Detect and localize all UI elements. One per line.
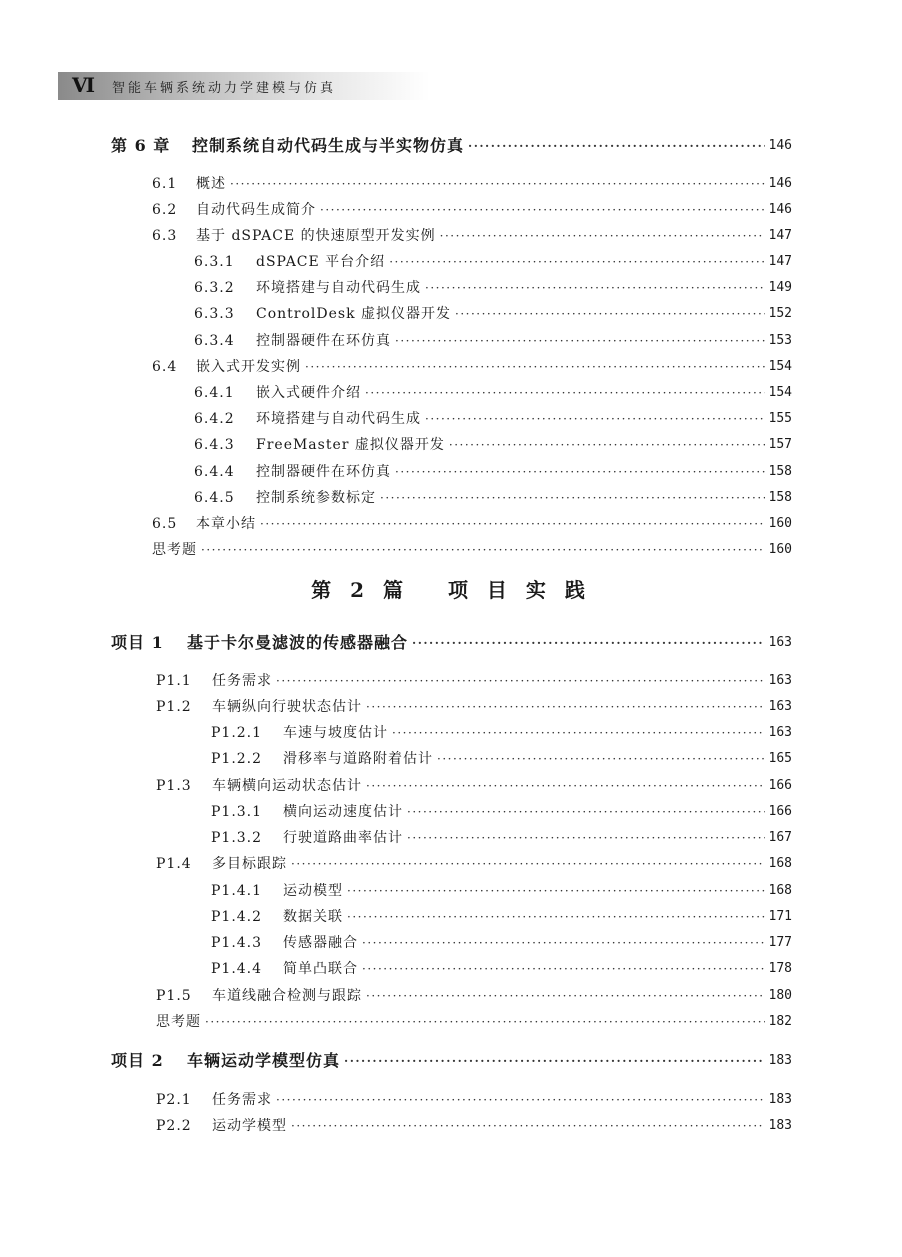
toc-page-number: 180	[768, 988, 792, 1003]
toc-page-number: 147	[768, 228, 792, 243]
toc-entry-title: dSPACE 平台介绍	[256, 254, 386, 270]
toc-page-number: 163	[768, 673, 792, 688]
toc-leader-dots	[425, 408, 765, 430]
toc-chapter-entry[interactable]	[111, 1050, 792, 1072]
toc-entry-number: 6.2	[152, 202, 178, 218]
toc-page-number: 146	[768, 202, 792, 217]
toc-page-number: 183	[768, 1118, 792, 1133]
toc-section-entry[interactable]	[152, 199, 792, 221]
toc-entry-title: 简单凸联合	[283, 961, 358, 977]
toc-leader-dots	[305, 356, 765, 378]
toc-page-number: 163	[768, 635, 792, 650]
toc-entry-title: 任务需求	[212, 673, 272, 689]
toc-page-number: 155	[768, 411, 792, 426]
toc-page-number: 158	[768, 490, 792, 505]
toc-section-entry[interactable]	[152, 225, 792, 247]
toc-chapter-entry[interactable]	[111, 632, 792, 654]
toc-entry-title: 基于 dSPACE 的快速原型开发实例	[196, 228, 436, 244]
toc-leader-dots	[366, 775, 765, 797]
toc-subsection-entry[interactable]	[194, 277, 792, 299]
toc-entry-title: 数据关联	[283, 909, 343, 925]
toc-entry-number: P2.1	[156, 1092, 192, 1108]
toc-section-entry[interactable]	[156, 696, 792, 718]
book-title: 智能车辆系统动力学建模与仿真	[112, 81, 337, 96]
toc-leader-dots	[407, 827, 765, 849]
toc-entry-title: 思考题	[156, 1014, 201, 1030]
toc-entry-number: 第 6 章	[111, 136, 171, 155]
toc-entry-number: P1.3.1	[211, 804, 263, 820]
toc-leader-dots	[380, 487, 765, 509]
toc-entry-number: 6.3.3	[194, 306, 235, 322]
toc-leader-dots	[276, 670, 765, 692]
toc-subsection-entry[interactable]	[211, 722, 792, 744]
toc-entry-title: 多目标跟踪	[212, 856, 287, 872]
toc-entry-number: 6.4.4	[194, 464, 235, 480]
toc-page-number: 167	[768, 830, 792, 845]
toc-leader-dots	[205, 1011, 765, 1033]
toc-entry-number: 项目 2	[111, 1051, 164, 1070]
toc-entry-title: 车速与坡度估计	[283, 725, 388, 741]
toc-page-number: 183	[768, 1053, 792, 1068]
toc-subsection-entry[interactable]	[194, 330, 792, 352]
toc-entry-number: P2.2	[156, 1118, 192, 1134]
toc-leader-dots	[260, 513, 765, 535]
toc-leader-dots	[276, 1089, 765, 1111]
toc-entry-title: 嵌入式开发实例	[196, 359, 301, 375]
toc-entry-number: P1.3.2	[211, 830, 263, 846]
toc-entry-number: 6.4.2	[194, 411, 235, 427]
toc-entry-title: 控制系统参数标定	[256, 490, 376, 506]
toc-leader-dots	[392, 722, 765, 744]
toc-leader-dots	[395, 461, 765, 483]
toc-entry-title: 嵌入式硬件介绍	[256, 385, 361, 401]
toc-leader-dots	[455, 303, 765, 325]
toc-entry-title: 控制器硬件在环仿真	[256, 464, 391, 480]
toc-page-number: 163	[768, 699, 792, 714]
toc-subsection-entry[interactable]	[211, 748, 792, 770]
toc-entry-number: 6.3	[152, 228, 178, 244]
toc-entry-title: 基于卡尔曼滤波的传感器融合	[187, 633, 409, 652]
toc-entry-number: P1.4	[156, 856, 192, 872]
toc-entry-number: P1.2.2	[211, 751, 263, 767]
toc-page-number: 154	[768, 359, 792, 374]
toc-entry-number: P1.1	[156, 673, 192, 689]
toc-section-entry[interactable]	[152, 513, 792, 535]
toc-entry-number: 6.5	[152, 516, 178, 532]
toc-page-number: 178	[768, 961, 792, 976]
toc-entry-number: P1.4.3	[211, 935, 263, 951]
toc-leader-dots	[440, 225, 765, 247]
toc-subsection-entry[interactable]	[211, 801, 792, 823]
toc-page-number: 166	[768, 778, 792, 793]
toc-entry-title: 车辆纵向行驶状态估计	[212, 699, 362, 715]
toc-subsection-entry[interactable]	[194, 382, 792, 404]
toc-entry-title: 横向运动速度估计	[283, 804, 403, 820]
toc-entry-title: 环境搭建与自动代码生成	[256, 411, 421, 427]
toc-section-entry[interactable]	[156, 985, 792, 1007]
toc-entry-number: 6.3.1	[194, 254, 235, 270]
toc-entry-title: 控制系统自动代码生成与半实物仿真	[192, 136, 465, 155]
toc-leader-dots	[347, 880, 765, 902]
toc-entry-number: 项目 1	[111, 633, 164, 652]
toc-entry-number: 6.4	[152, 359, 178, 375]
toc-subsection-entry[interactable]	[194, 251, 792, 273]
toc-leader-dots	[201, 539, 765, 561]
toc-entry-title: 运动模型	[283, 883, 343, 899]
toc-subsection-entry[interactable]	[194, 408, 792, 430]
toc-entry-title: 任务需求	[212, 1092, 272, 1108]
toc-section-entry[interactable]	[152, 356, 792, 378]
toc-entry-number: 6.4.5	[194, 490, 235, 506]
toc-leader-dots	[320, 199, 765, 221]
toc-section-entry[interactable]	[152, 539, 792, 561]
toc-entry-title: 传感器融合	[283, 935, 358, 951]
toc-subsection-entry[interactable]	[211, 932, 792, 954]
toc-entry-title: 概述	[196, 176, 226, 192]
toc-section-entry[interactable]	[156, 670, 792, 692]
toc-leader-dots	[366, 985, 765, 1007]
toc-subsection-entry[interactable]	[211, 880, 792, 902]
toc-entry-number: P1.4.4	[211, 961, 263, 977]
toc-leader-dots	[362, 958, 765, 980]
toc-entry-title: 本章小结	[196, 516, 256, 532]
toc-leader-dots	[412, 632, 765, 654]
toc-leader-dots	[230, 173, 765, 195]
toc-entry-number: 6.4.1	[194, 385, 235, 401]
toc-entry-title: FreeMaster 虚拟仪器开发	[256, 437, 445, 453]
toc-leader-dots	[344, 1050, 765, 1072]
toc-entry-title: 运动学模型	[212, 1118, 287, 1134]
toc-entry-number: P1.3	[156, 778, 192, 794]
toc-section-entry[interactable]	[156, 775, 792, 797]
toc-subsection-entry[interactable]	[194, 303, 792, 325]
toc-page-number: 171	[768, 909, 792, 924]
toc-leader-dots	[291, 853, 765, 875]
toc-page-number: 154	[768, 385, 792, 400]
toc-leader-dots	[365, 382, 765, 404]
toc-leader-dots	[291, 1115, 765, 1137]
toc-entry-number: 6.4.3	[194, 437, 235, 453]
toc-leader-dots	[347, 906, 765, 928]
toc-page-number: 168	[768, 883, 792, 898]
toc-entry-number: P1.4.1	[211, 883, 263, 899]
toc-entry-title: 滑移率与道路附着估计	[283, 751, 433, 767]
toc-subsection-entry[interactable]	[211, 906, 792, 928]
toc-section-entry[interactable]	[156, 1011, 792, 1033]
toc-page-number: 168	[768, 856, 792, 871]
toc-entry-title: 车道线融合检测与跟踪	[212, 988, 362, 1004]
toc-page-number: 166	[768, 804, 792, 819]
toc-leader-dots	[362, 932, 765, 954]
toc-page-number: 158	[768, 464, 792, 479]
page-number: Ⅵ	[72, 73, 94, 97]
toc-entry-title: 车辆横向运动状态估计	[212, 778, 362, 794]
toc-section-entry[interactable]	[152, 173, 792, 195]
toc-page-number: 152	[768, 306, 792, 321]
toc-page-number: 182	[768, 1014, 792, 1029]
toc-entry-title: 车辆运动学模型仿真	[187, 1051, 341, 1070]
toc-leader-dots	[389, 251, 764, 273]
toc-entry-number: 6.3.4	[194, 333, 235, 349]
toc-page-number: 153	[768, 333, 792, 348]
toc-entry-number: 6.1	[152, 176, 178, 192]
toc-page-number: 160	[768, 516, 792, 531]
toc-entry-number: 6.3.2	[194, 280, 235, 296]
toc-page-number: 183	[768, 1092, 792, 1107]
toc-subsection-entry[interactable]	[194, 487, 792, 509]
toc-entry-number: P1.2.1	[211, 725, 263, 741]
toc-entry-title: 自动代码生成简介	[196, 202, 316, 218]
toc-section-entry[interactable]	[156, 1115, 792, 1137]
toc-entry-number: P1.5	[156, 988, 192, 1004]
toc-leader-dots	[407, 801, 765, 823]
toc-leader-dots	[468, 135, 765, 157]
toc-page-number: 146	[768, 138, 792, 153]
toc-page-number: 177	[768, 935, 792, 950]
toc-subsection-entry[interactable]	[194, 434, 792, 456]
toc-entry-title: 控制器硬件在环仿真	[256, 333, 391, 349]
toc-leader-dots	[366, 696, 765, 718]
toc-leader-dots	[425, 277, 765, 299]
toc-entry-title: 思考题	[152, 542, 197, 558]
part-title: 第 2 篇 项 目 实 践	[311, 578, 591, 602]
toc-subsection-entry[interactable]	[194, 461, 792, 483]
toc-leader-dots	[449, 434, 765, 456]
toc-subsection-entry[interactable]	[211, 958, 792, 980]
toc-section-entry[interactable]	[156, 853, 792, 875]
toc-page-number: 165	[768, 751, 792, 766]
toc-subsection-entry[interactable]	[211, 827, 792, 849]
toc-entry-number: P1.4.2	[211, 909, 263, 925]
toc-page-number: 163	[768, 725, 792, 740]
toc-page-number: 146	[768, 176, 792, 191]
toc-page-number: 160	[768, 542, 792, 557]
toc-chapter-entry[interactable]	[111, 135, 792, 157]
toc-leader-dots	[395, 330, 765, 352]
toc-page-number: 147	[768, 254, 792, 269]
toc-page-number: 157	[768, 437, 792, 452]
toc-entry-number: P1.2	[156, 699, 192, 715]
toc-entry-title: 环境搭建与自动代码生成	[256, 280, 421, 296]
toc-page-number: 149	[768, 280, 792, 295]
toc-entry-title: 行驶道路曲率估计	[283, 830, 403, 846]
toc-entry-title: ControlDesk 虚拟仪器开发	[256, 306, 452, 322]
toc-section-entry[interactable]	[156, 1089, 792, 1111]
toc-leader-dots	[437, 748, 765, 770]
